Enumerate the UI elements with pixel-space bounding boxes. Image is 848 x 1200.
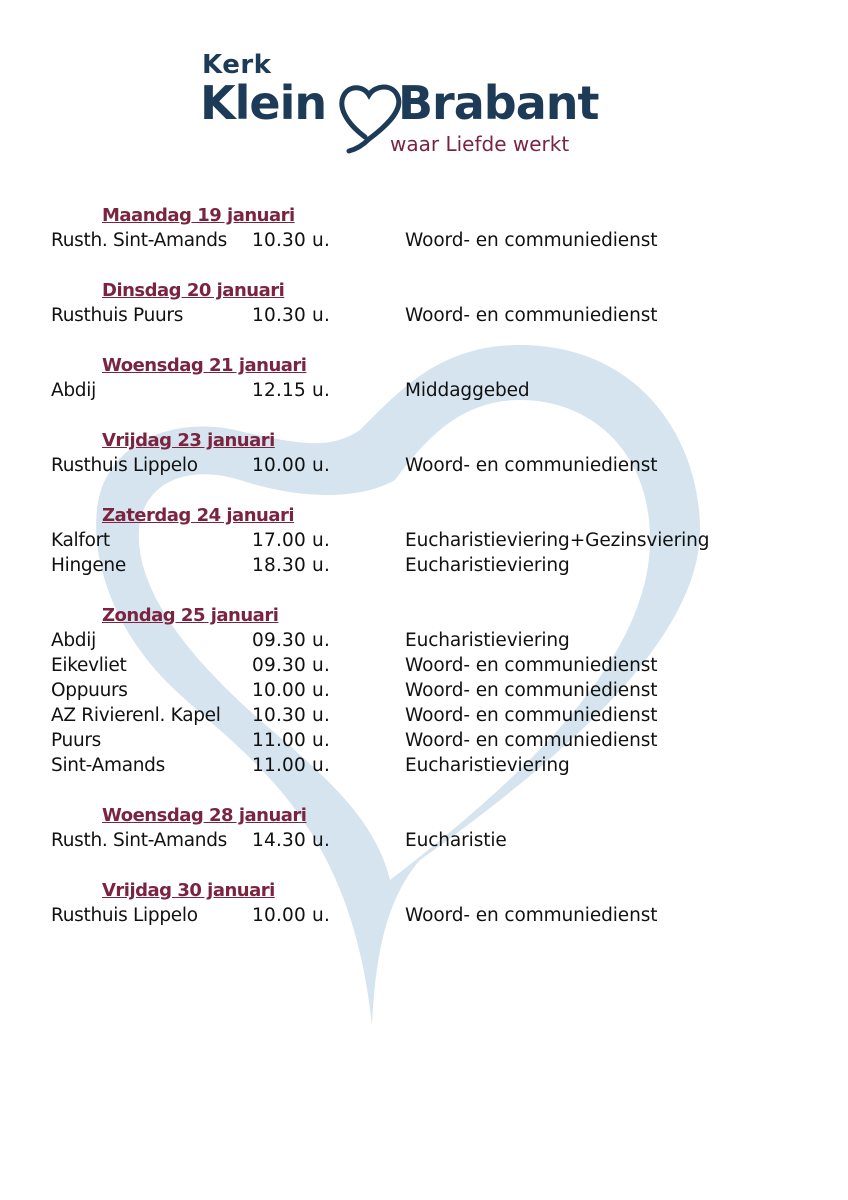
logo-kerk-text: Kerk (202, 50, 272, 80)
day-header: Dinsdag 20 januari (102, 280, 285, 301)
day-block (51, 603, 811, 778)
service-location: AZ Rivierenl. Kapel (51, 705, 221, 726)
service-time: 10.30 u. (252, 230, 331, 251)
day-header: Zaterdag 24 januari (102, 505, 295, 526)
service-type: Woord- en communiedienst (405, 730, 658, 751)
service-row (51, 828, 811, 853)
logo-klein-text: Klein (200, 76, 327, 130)
day-block (51, 428, 811, 478)
service-type: Eucharistieviering (405, 630, 570, 651)
service-location: Hingene (51, 555, 126, 576)
service-time: 12.15 u. (252, 380, 331, 401)
service-type: Woord- en communiedienst (405, 230, 658, 251)
day-block (51, 503, 811, 578)
service-location: Kalfort (51, 530, 110, 551)
service-time: 11.00 u. (252, 755, 331, 776)
service-type: Eucharistieviering (405, 555, 570, 576)
day-header: Woensdag 21 januari (102, 355, 307, 376)
service-location: Puurs (51, 730, 102, 751)
day-header: Maandag 19 januari (102, 205, 295, 226)
service-time: 18.30 u. (252, 555, 331, 576)
service-location: Rusthuis Puurs (51, 305, 184, 326)
service-row (51, 553, 811, 578)
logo-tagline: waar Liefde werkt (390, 132, 570, 156)
service-time: 10.00 u. (252, 905, 331, 926)
service-row (51, 303, 811, 328)
day-block (51, 803, 811, 853)
day-header: Vrijdag 23 januari (102, 430, 275, 451)
service-row (51, 903, 811, 928)
day-header: Zondag 25 januari (102, 605, 279, 626)
service-type: Eucharistie (405, 830, 507, 851)
day-header: Woensdag 28 januari (102, 805, 307, 826)
service-row (51, 728, 811, 753)
service-time: 10.00 u. (252, 680, 331, 701)
service-time: 09.30 u. (252, 655, 331, 676)
service-time: 10.30 u. (252, 305, 331, 326)
service-row (51, 703, 811, 728)
service-time: 17.00 u. (252, 530, 331, 551)
service-row (51, 753, 811, 778)
service-location: Sint-Amands (51, 755, 165, 776)
day-block (51, 278, 811, 328)
service-location: Oppuurs (51, 680, 128, 701)
service-type: Woord- en communiedienst (405, 655, 658, 676)
service-location: Rusth. Sint-Amands (51, 830, 227, 851)
service-row (51, 653, 811, 678)
service-location: Rusthuis Lippelo (51, 905, 198, 926)
day-block (51, 203, 811, 253)
service-location: Abdij (51, 630, 96, 651)
service-type: Woord- en communiedienst (405, 905, 658, 926)
service-time: 10.30 u. (252, 705, 331, 726)
day-block (51, 878, 811, 928)
service-location: Abdij (51, 380, 96, 401)
service-time: 14.30 u. (252, 830, 331, 851)
service-row (51, 228, 811, 253)
service-type: Woord- en communiedienst (405, 455, 658, 476)
service-row (51, 528, 811, 553)
day-header: Vrijdag 30 januari (102, 880, 275, 901)
service-row (51, 678, 811, 703)
service-row (51, 628, 811, 653)
service-time: 10.00 u. (252, 455, 331, 476)
service-location: Rusthuis Lippelo (51, 455, 198, 476)
kerk-klein-brabant-logo (200, 50, 599, 160)
service-type: Woord- en communiedienst (405, 305, 658, 326)
service-type: Eucharistieviering+Gezinsviering (405, 530, 710, 551)
service-row (51, 453, 811, 478)
day-block (51, 353, 811, 403)
logo-brabant-text: Brabant (398, 76, 599, 130)
service-type: Woord- en communiedienst (405, 705, 658, 726)
service-row (51, 378, 811, 403)
service-time: 11.00 u. (252, 730, 331, 751)
service-location: Rusth. Sint-Amands (51, 230, 227, 251)
service-type: Eucharistieviering (405, 755, 570, 776)
service-type: Woord- en communiedienst (405, 680, 658, 701)
service-schedule (51, 203, 811, 953)
service-location: Eikevliet (51, 655, 127, 676)
service-time: 09.30 u. (252, 630, 331, 651)
service-type: Middaggebed (405, 380, 530, 401)
